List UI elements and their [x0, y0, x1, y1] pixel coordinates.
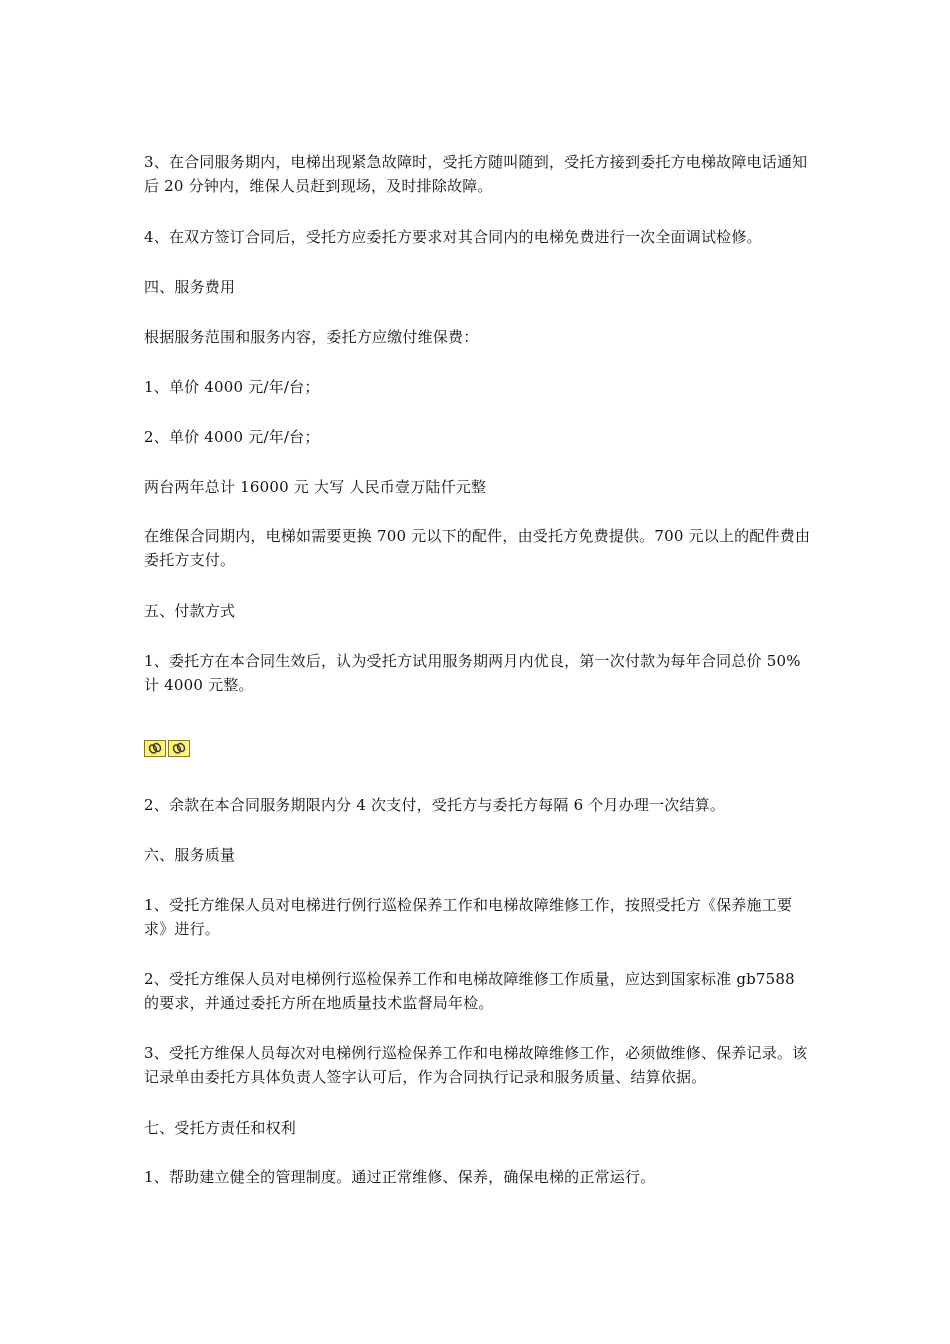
- link-icon-group[interactable]: [144, 740, 192, 758]
- paragraph-responsibility-1: 1、帮助建立健全的管理制度。通过正常维修、保养，确保电梯的正常运行。: [144, 1168, 656, 1186]
- paragraph-unit-price-1: 1、单价 4000 元/年/台；: [144, 378, 320, 396]
- link-icon[interactable]: [168, 740, 190, 757]
- paragraph-total-amount: 两台两年总计 16000 元 大写 人民币壹万陆仟元整: [144, 478, 487, 496]
- paragraph-emergency-repair: 3、在合同服务期内，电梯出现紧急故障时，受托方随叫随到，受托方接到委托方电梯故障电话通知后 20 分钟内，维保人员赶到现场，及时排除故障。: [144, 153, 808, 195]
- paragraph-unit-price-2: 2、单价 4000 元/年/台；: [144, 428, 320, 446]
- paragraph-quality-2: 2、受托方维保人员对电梯例行巡检保养工作和电梯故障维修工作质量，应达到国家标准 gb7588 的要求，并通过委托方所在地质量技术监督局年检。: [144, 970, 795, 1012]
- section-heading-responsibilities: 七、受托方责任和权利: [144, 1119, 297, 1137]
- paragraph-free-inspection: 4、在双方签订合同后，受托方应委托方要求对其合同内的电梯免费进行一次全面调试检修。: [144, 228, 762, 246]
- paragraph-fee-intro: 根据服务范围和服务内容，委托方应缴付维保费：: [144, 328, 479, 346]
- section-heading-payment-method: 五、付款方式: [144, 602, 236, 620]
- paragraph-quality-1: 1、受托方维保人员对电梯进行例行巡检保养工作和电梯故障维修工作，按照受托方《保养施工要求》进行。: [144, 896, 793, 938]
- paragraph-parts-policy: 在维保合同期内，电梯如需要更换 700 元以下的配件，由受托方免费提供。700 元以上的配件费由委托方支付。: [144, 527, 811, 569]
- section-heading-service-fees: 四、服务费用: [144, 278, 236, 296]
- paragraph-first-payment: 1、委托方在本合同生效后，认为受托方试用服务期两月内优良，第一次付款为每年合同总价 50%计 4000 元整。: [144, 652, 801, 694]
- section-heading-service-quality: 六、服务质量: [144, 846, 236, 864]
- link-icon[interactable]: [144, 740, 166, 757]
- paragraph-quality-3: 3、受托方维保人员每次对电梯例行巡检保养工作和电梯故障维修工作，必须做维修、保养记录。该记录单由委托方具体负责人签字认可后，作为合同执行记录和服务质量、结算依据。: [144, 1044, 808, 1086]
- paragraph-remaining-payment: 2、余款在本合同服务期限内分 4 次支付，受托方与委托方每隔 6 个月办理一次结算。: [144, 796, 726, 814]
